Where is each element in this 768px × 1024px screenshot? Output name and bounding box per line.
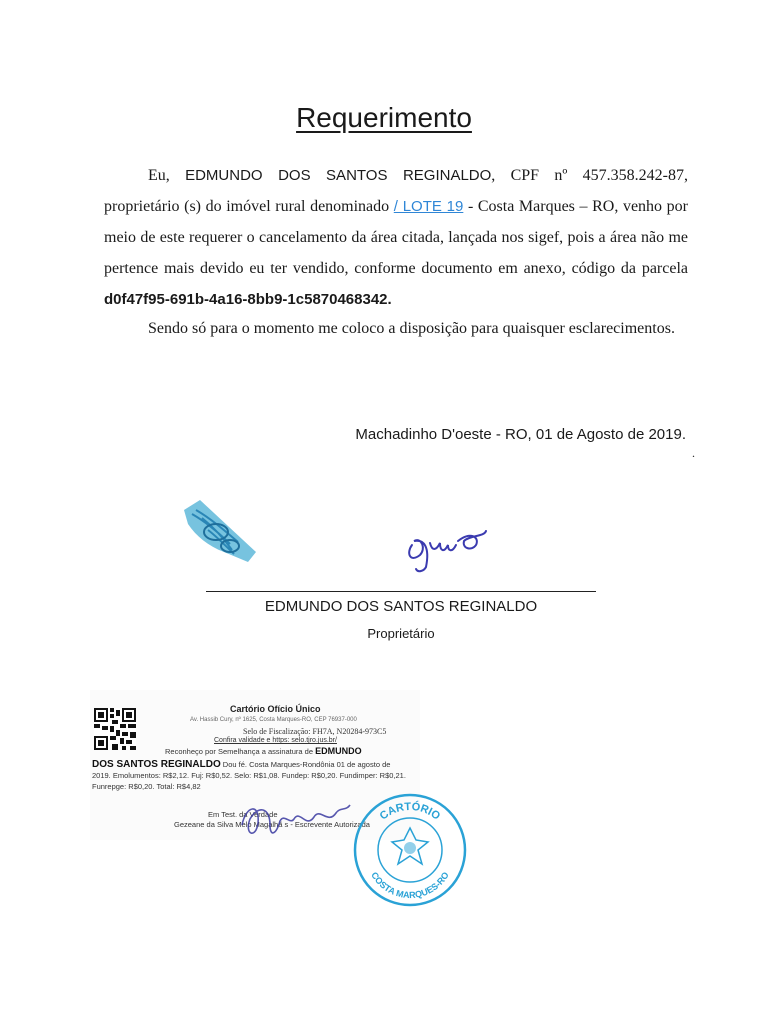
- stamp-top-text: CARTÓRIO: [377, 800, 443, 823]
- qr-code-icon: [94, 708, 136, 750]
- recognition-text: Reconheço por Semelhança a assinatura de: [165, 747, 316, 756]
- notary-address: Av. Hassib Cury, nº 1625, Costa Marques-RO, CEP 76937-000: [190, 717, 357, 723]
- closing-paragraph: Sendo só para o momento me coloco a disposição para quaisquer esclarecimentos.: [148, 320, 675, 337]
- notary-recognition: [165, 746, 362, 756]
- notary-selo: Selo de Fiscalização: FH7A, N20284-973C5: [243, 727, 387, 736]
- notary-title: Cartório Ofício Único: [230, 704, 321, 714]
- notary-body-text: Dou fé. Costa Marques-Rondônia 01 de agosto de 2019. Emolumentos: R$2,12. Fuj: R$0,52. Selo: R$1,08. Fundep: R$0,20. Fundimper: R$0,21. Funrepge: R$0,20. Total: R$4,82: [92, 760, 406, 791]
- svg-text:CARTÓRIO: [378, 800, 443, 823]
- notary-body-name: DOS SANTOS REGINALDO: [92, 759, 221, 770]
- notary-signature: [236, 795, 356, 845]
- p1-text-c: - Costa Marques – RO, venho por meio de este requerer o cancelamento da área citada, lançada nos sigef, pois a área não me pertence mais devido eu ter vendido, conforme documento em anexo, código da parcela: [104, 198, 688, 277]
- requester-name: EDMUNDO DOS SANTOS REGINALDO: [185, 167, 492, 184]
- notary-clerk: Gezeane da Silva Melo Magalhã s - Escrevente Autorizada: [174, 820, 370, 829]
- signature-line: [206, 591, 596, 592]
- place-date: Machadinho D'oeste - RO, 01 de Agosto de 2019.: [355, 426, 686, 443]
- handwritten-signature: [400, 515, 490, 575]
- p1-text-b: , CPF nº 457.358.242-87, proprietário (s) do imóvel rural denominado: [104, 167, 688, 215]
- signer-role: Proprietário: [367, 626, 435, 641]
- lote-link[interactable]: / LOTE 19: [393, 198, 464, 215]
- signer-name: EDMUNDO DOS SANTOS REGINALDO: [264, 598, 538, 615]
- notary-verify-link[interactable]: Confira validade e https: selo.tjro.jus.br/: [214, 737, 337, 744]
- recognition-name: EDMUNDO: [315, 746, 362, 756]
- notary-testimony: Em Test. da Verdade: [208, 810, 278, 819]
- thumbprint-image: [178, 496, 260, 566]
- p1-text-a: Eu,: [148, 167, 186, 184]
- stamp-bottom-text: COSTA MARQUES-RO: [369, 870, 451, 901]
- request-paragraph: [104, 160, 688, 315]
- notary-body: [92, 759, 410, 792]
- stray-dot: .: [692, 446, 695, 460]
- parcel-code: d0f47f95-691b-4a16-8bb9-1c5870468342.: [104, 291, 392, 308]
- notary-stamp: [352, 792, 468, 908]
- document-title: Requerimento: [296, 102, 472, 133]
